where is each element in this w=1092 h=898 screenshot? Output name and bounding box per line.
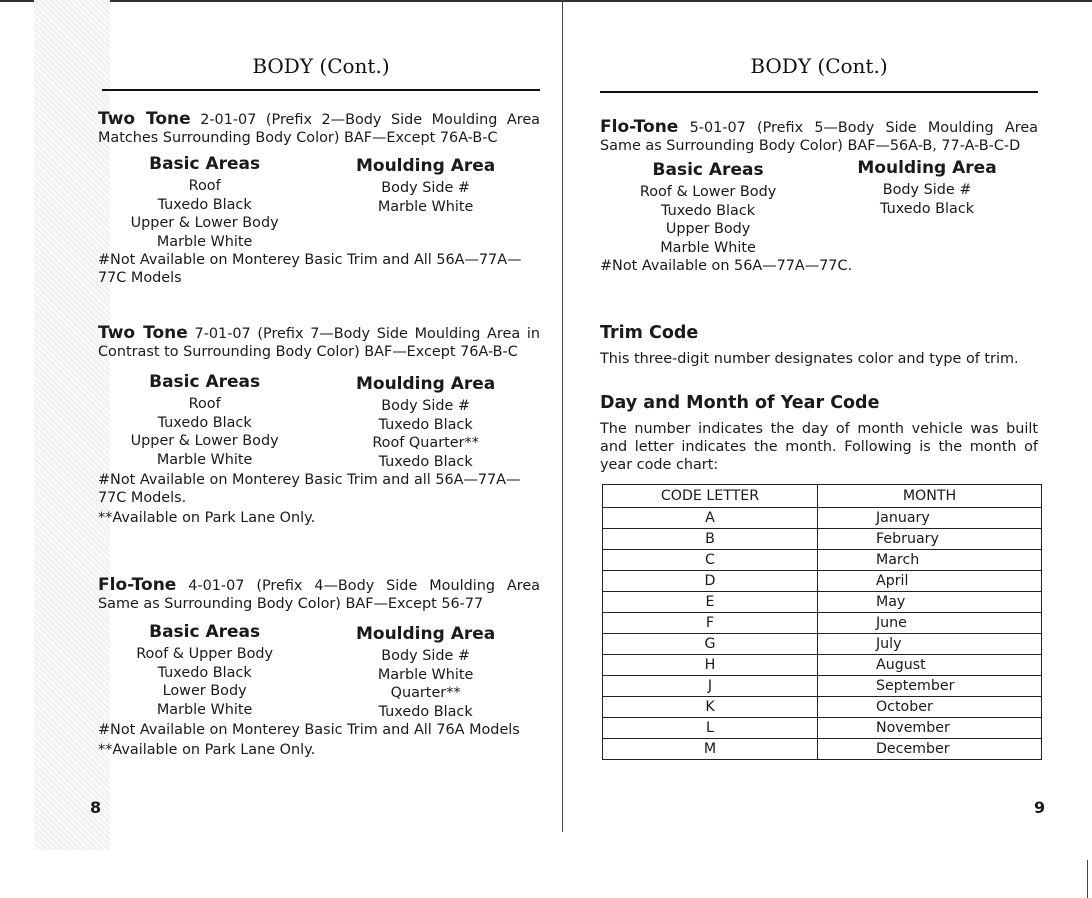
code-letter-cell: F xyxy=(603,613,818,634)
page-gutter xyxy=(562,0,563,832)
table-row xyxy=(603,739,1042,760)
basic-area-line: Upper Body xyxy=(665,221,751,237)
section-intro xyxy=(98,576,540,613)
basic-area-line: Roof & Upper Body xyxy=(136,646,274,662)
section-intro xyxy=(600,118,1038,155)
section-description: 4-01-07 (Prefix 4—Body Side Moulding Area Same as Surrounding Body Color) BAF—Except 56-77 xyxy=(98,578,540,612)
moulding-area-line: Marble White xyxy=(377,198,474,215)
month-cell: June xyxy=(818,613,1042,634)
basic-area-line: Tuxedo Black xyxy=(157,196,252,213)
two-tone-2-section xyxy=(98,110,540,287)
code-letter-cell: E xyxy=(603,592,818,613)
basic-areas-column xyxy=(98,153,311,251)
moulding-area-column xyxy=(816,157,1038,257)
moulding-area-heading: Moulding Area xyxy=(355,624,496,644)
page-header: BODY (Cont.) xyxy=(750,54,888,78)
basic-area-line: Lower Body xyxy=(162,683,247,699)
basic-area-line: Marble White xyxy=(156,701,253,718)
code-letter-cell: C xyxy=(603,550,818,571)
basic-areas-column xyxy=(98,621,311,721)
table-row xyxy=(603,529,1042,550)
code-letter-cell: H xyxy=(603,655,818,676)
table-row xyxy=(603,571,1042,592)
moulding-area-line: Tuxedo Black xyxy=(880,200,975,217)
scan-right-edge xyxy=(1087,860,1088,898)
moulding-area-line: Tuxedo Black xyxy=(378,703,473,720)
basic-area-line: Roof xyxy=(188,396,221,412)
header-rule xyxy=(600,91,1038,93)
month-cell: October xyxy=(818,697,1042,718)
table-row xyxy=(603,634,1042,655)
month-cell: May xyxy=(818,592,1042,613)
moulding-area-column xyxy=(311,621,540,721)
section-title: Two Tone xyxy=(98,323,188,343)
basic-area-line: Upper & Lower Body xyxy=(130,215,279,231)
basic-area-line: Marble White xyxy=(660,239,756,256)
month-cell: March xyxy=(818,550,1042,571)
month-cell: April xyxy=(818,571,1042,592)
basic-area-line: Tuxedo Black xyxy=(157,414,252,431)
code-letter-cell: L xyxy=(603,718,818,739)
basic-area-line: Roof xyxy=(188,178,221,194)
section-description: 5-01-07 (Prefix 5—Body Side Moulding Area Same as Surrounding Body Color) BAF—56A-B, 77-A-B-C-D xyxy=(600,120,1038,154)
section-title: Flo-Tone xyxy=(600,117,679,137)
footnote: **Available on Park Lane Only. xyxy=(98,742,316,758)
trim-code-heading: Trim Code xyxy=(600,323,699,343)
trim-code-text: This three-digit number designates color and type of trim. xyxy=(600,351,1019,367)
basic-area-line: Roof & Lower Body xyxy=(639,184,777,200)
table-row xyxy=(603,718,1042,739)
code-letter-cell: D xyxy=(603,571,818,592)
basic-areas-heading: Basic Areas xyxy=(149,372,261,392)
moulding-area-line: Quarter** xyxy=(390,685,461,701)
page-header: BODY (Cont.) xyxy=(252,54,390,78)
basic-areas-heading: Basic Areas xyxy=(149,622,261,642)
section-title: Two Tone xyxy=(98,109,191,129)
moulding-area-column xyxy=(311,371,540,471)
footnote: #Not Available on Monterey Basic Trim and All 56A—77A—77C Models xyxy=(98,252,522,286)
table-row xyxy=(603,676,1042,697)
month-cell: July xyxy=(818,634,1042,655)
code-letter-cell: B xyxy=(603,529,818,550)
month-cell: September xyxy=(818,676,1042,697)
basic-areas-heading: Basic Areas xyxy=(652,160,764,180)
flo-tone-4-section xyxy=(98,576,540,759)
month-header: MONTH xyxy=(818,485,1042,508)
footnote: #Not Available on Monterey Basic Trim and all 56A—77A—77C Models. xyxy=(98,472,521,506)
two-tone-7-section xyxy=(98,324,540,527)
day-month-text: The number indicates the day of month vehicle was built and letter indicates the month. Following is the month of year code chart: xyxy=(600,421,1038,473)
moulding-area-heading: Moulding Area xyxy=(857,158,997,178)
moulding-area-line: Body Side # xyxy=(882,182,972,198)
month-code-table xyxy=(602,484,1042,760)
moulding-area-line: Body Side # xyxy=(381,398,470,414)
code-letter-header: CODE LETTER xyxy=(603,485,818,508)
section-title: Flo-Tone xyxy=(98,575,177,595)
moulding-area-line: Tuxedo Black xyxy=(378,453,473,470)
basic-area-line: Tuxedo Black xyxy=(661,202,756,219)
moulding-area-line: Roof Quarter** xyxy=(372,435,479,451)
day-month-section xyxy=(600,392,1038,474)
areas-columns xyxy=(98,621,540,721)
month-cell: December xyxy=(818,739,1042,760)
moulding-area-heading: Moulding Area xyxy=(355,374,496,394)
flo-tone-5-section xyxy=(600,118,1038,275)
section-description: 2-01-07 (Prefix 2—Body Side Moulding Area Matches Surrounding Body Color) BAF—Except 76A-B-C xyxy=(98,112,540,146)
day-month-heading: Day and Month of Year Code xyxy=(600,393,880,413)
scan-top-edge xyxy=(0,0,1092,2)
moulding-area-line: Body Side # xyxy=(381,648,470,664)
basic-areas-heading: Basic Areas xyxy=(149,154,261,174)
basic-areas-column xyxy=(98,371,311,471)
table-row xyxy=(603,697,1042,718)
code-letter-cell: G xyxy=(603,634,818,655)
areas-columns xyxy=(600,159,1038,257)
basic-areas-column xyxy=(600,159,816,257)
page-number: 8 xyxy=(90,798,102,817)
basic-area-line: Upper & Lower Body xyxy=(130,433,279,449)
moulding-area-line: Body Side # xyxy=(381,180,470,196)
month-cell: January xyxy=(818,508,1042,529)
code-letter-cell: M xyxy=(603,739,818,760)
basic-area-line: Tuxedo Black xyxy=(157,664,252,681)
table-row xyxy=(603,592,1042,613)
footnote: #Not Available on 56A—77A—77C. xyxy=(600,258,853,274)
code-letter-cell: K xyxy=(603,697,818,718)
trim-code-section xyxy=(600,322,1038,368)
areas-columns xyxy=(98,371,540,471)
moulding-area-column xyxy=(311,153,540,251)
header-rule xyxy=(102,89,540,91)
code-letter-cell: A xyxy=(603,508,818,529)
basic-area-line: Marble White xyxy=(156,451,253,468)
month-cell: November xyxy=(818,718,1042,739)
month-cell: August xyxy=(818,655,1042,676)
table-row xyxy=(603,550,1042,571)
basic-area-line: Marble White xyxy=(156,233,253,250)
table-row xyxy=(603,508,1042,529)
section-intro xyxy=(98,324,540,361)
footnote: **Available on Park Lane Only. xyxy=(98,510,316,526)
moulding-area-heading: Moulding Area xyxy=(355,156,496,176)
moulding-area-line: Tuxedo Black xyxy=(378,416,473,433)
month-cell: February xyxy=(818,529,1042,550)
table-row xyxy=(603,655,1042,676)
table-header-row xyxy=(603,485,1042,508)
page-number: 9 xyxy=(1034,798,1046,817)
moulding-area-line: Marble White xyxy=(377,666,474,683)
code-letter-cell: J xyxy=(603,676,818,697)
footnote: #Not Available on Monterey Basic Trim and All 76A Models xyxy=(98,722,520,738)
section-description: 7-01-07 (Prefix 7—Body Side Moulding Area in Contrast to Surrounding Body Color) BAF—Except 76A-B-C xyxy=(98,326,540,360)
areas-columns xyxy=(98,153,540,251)
section-intro xyxy=(98,110,540,147)
table-row xyxy=(603,613,1042,634)
